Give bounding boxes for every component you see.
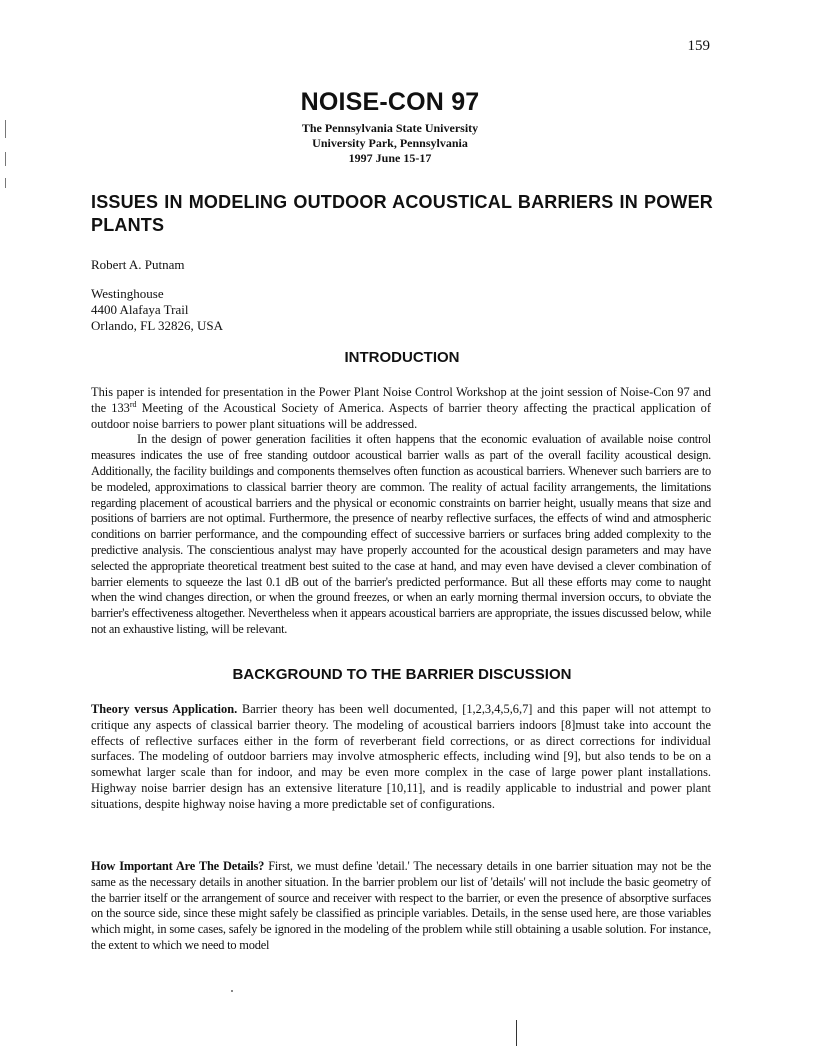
paragraph-text: Barrier theory has been well documented, [1,2,3,4,5,6,7] and this paper will not attempt to critique any aspects of classical barrier theory. The modeling of acoustical barriers indoors [8]must take into account the effects of reflective surfaces either in the form of reverberant field corrections, or as direct corrections for individual surfaces. The modeling of outdoor barriers may involve atmospheric effects, including wind [9], but also tends to be on a somewhat larger scale than for indoor, and may be even more complex in the case of large power plant installations. Highway noise barrier design has an extensive literature [10,11], and is readily applicable to industrial and power plant situations, despite highway noise having a more predictable set of configurations. <box>91 702 712 811</box>
conference-university: The Pennsylvania State University <box>301 121 479 135</box>
introduction-paragraph-2: In the design of power generation facilities it often happens that the economic evaluation of available noise control measures indicates the use of free standing outdoor acoustical barrier walls as part of the overall facility acoustical design. Additionally, the facility buildings and components themselves often function as acoustical barriers. Whenever such barriers are to be modeled, approximations to classical barrier theory are common. The reality of actual facility arrangements, the limitations regarding placement of acoustical barriers and the physical or economic constraints on barrier height, usually means that size and positions of barriers are not optimal. Furthermore, the presence of nearby reflective surfaces, the effects of wind and atmospheric conditions on barrier performance, and the compounding effect of successive barriers or surfaces bring added complexity to the predictive analysis. The conscientious analyst may have properly accounted for the acoustical design parameters and may have selected the appropriate theoretical treatment best suited to the case at hand, and may even have devised a clever combination of barrier elements to squeeze the last 0.1 dB out of the barrier's predicted performance. But all these efforts may come to naught when the wind changes direction, or when the ground freezes, or when an early morning thermal inversion occurs, to obviate the barrier's effectiveness altogether. Nevertheless when it appears acoustical barriers are appropriate, the issues discussed below, while not an exhaustive listing, will be relevant. <box>91 432 711 636</box>
paper-title: ISSUES IN MODELING OUTDOOR ACOUSTICAL BARRIERS IN POWER PLANTS <box>91 192 713 235</box>
scan-speck <box>231 990 233 992</box>
affiliation-city: Orlando, FL 32826, USA <box>91 318 224 333</box>
run-in-heading-theory: Theory versus Application. <box>91 702 238 716</box>
footer-rule <box>516 1020 517 1046</box>
run-in-heading-details: How Important Are The Details? <box>91 859 265 873</box>
conference-location: University Park, Pennsylvania <box>312 136 468 150</box>
author-affiliation <box>91 286 223 334</box>
affiliation-street: 4400 Alafaya Trail <box>91 302 189 317</box>
margin-mark <box>5 178 6 188</box>
paragraph-text: First, we must define 'detail.' The necessary details in one barrier situation may not be the same as the necessary details in another situation. In the barrier problem our list of 'details' will not include the basic geometry of the barrier itself or the arrangement of source and receiver with respect to the barrier, or even the presence of absorptive surfaces on the source side, since these might safely be classified as principle variables. Details, in the sense used here, are those variables which might, in some cases, safely be ignored in the modeling of the problem while still obtaining a usable solution. For instance, the extent to which we need to model <box>91 859 711 952</box>
section-heading-background: BACKGROUND TO THE BARRIER DISCUSSION <box>232 666 572 683</box>
affiliation-org: Westinghouse <box>91 286 164 301</box>
author-name: Robert A. Putnam <box>91 257 185 272</box>
conference-info <box>240 121 540 166</box>
background-details-paragraph <box>91 859 711 954</box>
paragraph-text: This paper is intended for presentation in the Power Plant Noise Control Workshop at the joint session of Noise-Con 97 and the 133 <box>91 385 711 415</box>
introduction-body <box>91 385 711 638</box>
section-heading-introduction: INTRODUCTION <box>344 349 460 366</box>
paragraph-text: Meeting of the Acoustical Society of America. Aspects of barrier theory affecting the practical application of outdoor noise barriers to power plant situations will be addressed. <box>91 400 711 431</box>
background-theory-paragraph <box>91 702 711 813</box>
margin-mark <box>5 120 6 138</box>
conference-dates: 1997 June 15-17 <box>348 151 432 165</box>
introduction-paragraph-1 <box>91 385 711 432</box>
ordinal-superscript: rd <box>129 399 137 409</box>
margin-mark <box>5 152 6 166</box>
page-number: 159 <box>687 38 710 54</box>
theory-paragraph <box>91 702 711 813</box>
conference-title: NOISE-CON 97 <box>300 88 480 116</box>
details-paragraph <box>91 859 711 954</box>
